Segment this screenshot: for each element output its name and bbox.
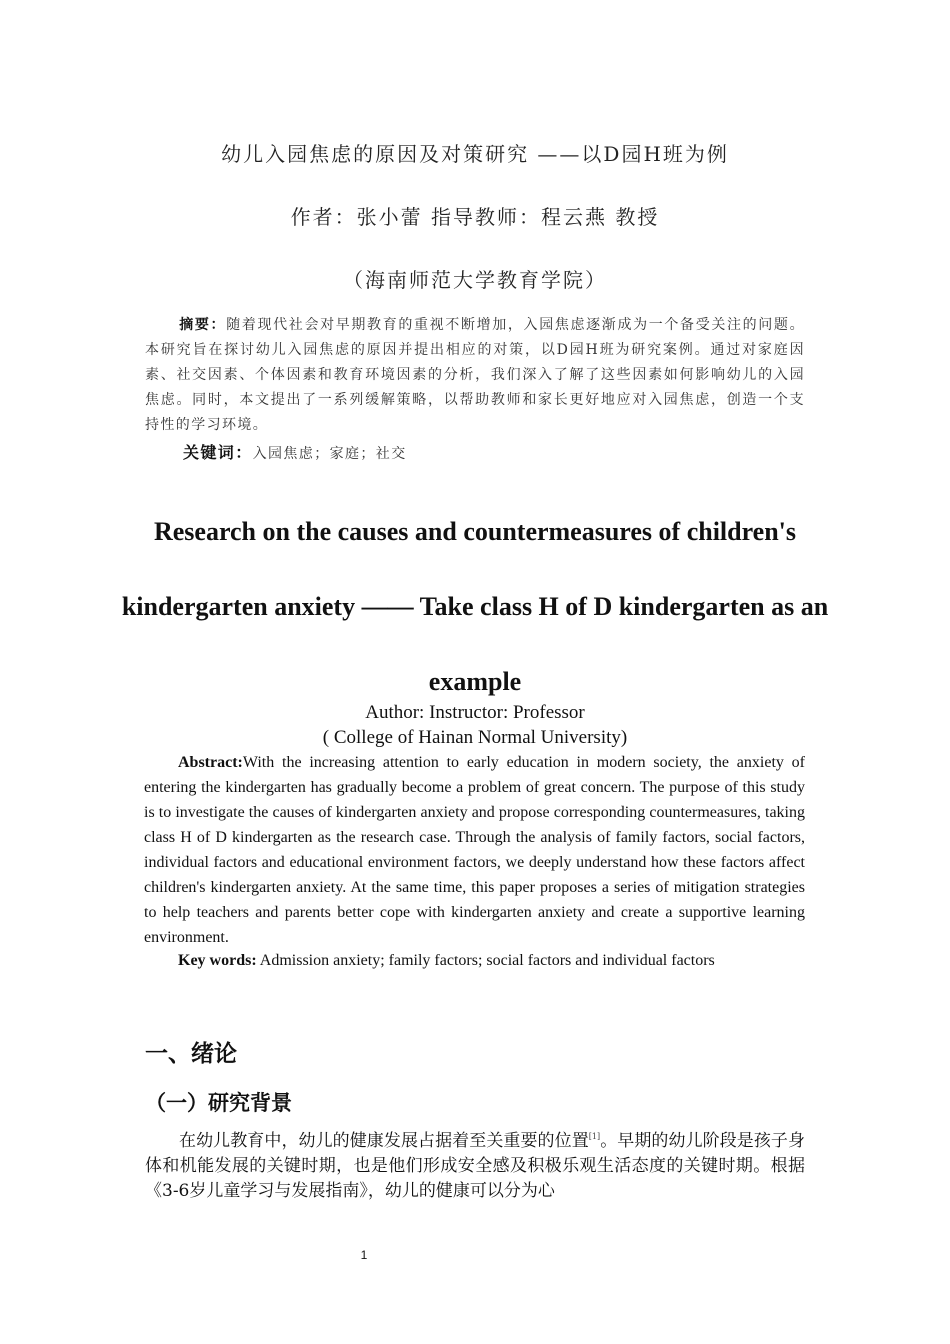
english-abstract-label: Abstract: [178, 754, 243, 771]
chinese-abstract-text: 随着现代社会对早期教育的重视不断增加，入园焦虑逐渐成为一个备受关注的问题。本研究旨在探讨幼儿入园焦虑的原因并提出相应的对策，以D园H班为研究案例。通过对家庭因素、社交因素、个体因素和教育环境因素的分析，我们深入了解了这些因素如何影响幼儿的入园焦虑。同时，本文提出了一系列缓解策略，以帮助教师和家长更好地应对入园焦虑，创造一个支持性的学习环境。 [145, 317, 805, 433]
chinese-abstract [145, 313, 805, 438]
english-keywords-label: Key words: [178, 952, 257, 969]
body-paragraph-part1: 在幼儿教育中，幼儿的健康发展占据着至关重要的位置 [179, 1131, 589, 1151]
english-keywords [178, 952, 715, 970]
chinese-keywords [183, 440, 407, 463]
english-keywords-text: Admission anxiety; family factors; social factors and individual factors [256, 952, 715, 969]
chinese-keywords-label: 关键词： [183, 443, 253, 462]
citation-marker: [1] [588, 1132, 601, 1141]
english-abstract-text: With the increasing attention to early education in modern society, the anxiety of entering the kindergarten has gradually become a problem of great concern. The purpose of this study is to investigate the causes of kindergarten anxiety and propose corresponding countermeasures, taking class H of D kindergarten as the research case. Through the analysis of family factors, social factors, individual factors and educational environment factors, we deeply understand how these factors affect children's kindergarten anxiety. At the same time, this paper proposes a series of mitigation strategies to help teachers and parents better cope with kindergarten anxiety and create a supportive learning environment. [144, 754, 805, 946]
chinese-authors: 作者：张小蕾 指导教师：程云燕 教授 [290, 205, 660, 229]
chinese-affiliation: （海南师范大学教育学院） [343, 268, 607, 292]
chinese-keywords-text: 入园焦虑；家庭；社交 [252, 446, 407, 462]
section-heading: 一、绪论 [145, 1040, 237, 1067]
chinese-abstract-label: 摘要： [179, 317, 227, 333]
subsection-heading: （一）研究背景 [145, 1090, 292, 1115]
body-paragraph [145, 1124, 805, 1204]
page-number: 1 [360, 1248, 368, 1262]
english-authors: Author: Instructor: Professor [365, 702, 585, 723]
english-title: Research on the causes and countermeasures of children's kindergarten anxiety —— Take class H of D kindergarten as an example [121, 517, 829, 696]
english-affiliation: ( College of Hainan Normal University) [322, 727, 628, 748]
chinese-title: 幼儿入园焦虑的原因及对策研究 ——以D园H班为例 [221, 142, 729, 166]
body-paragraph-part2: 。早期的幼儿阶段是孩子身体和机能发展的关键时期，也是他们形成安全感及积极乐观生活态度的关键时期。根据《3-6岁儿童学习与发展指南》，幼儿的健康可以分为心 [145, 1131, 806, 1201]
english-abstract [144, 750, 805, 950]
